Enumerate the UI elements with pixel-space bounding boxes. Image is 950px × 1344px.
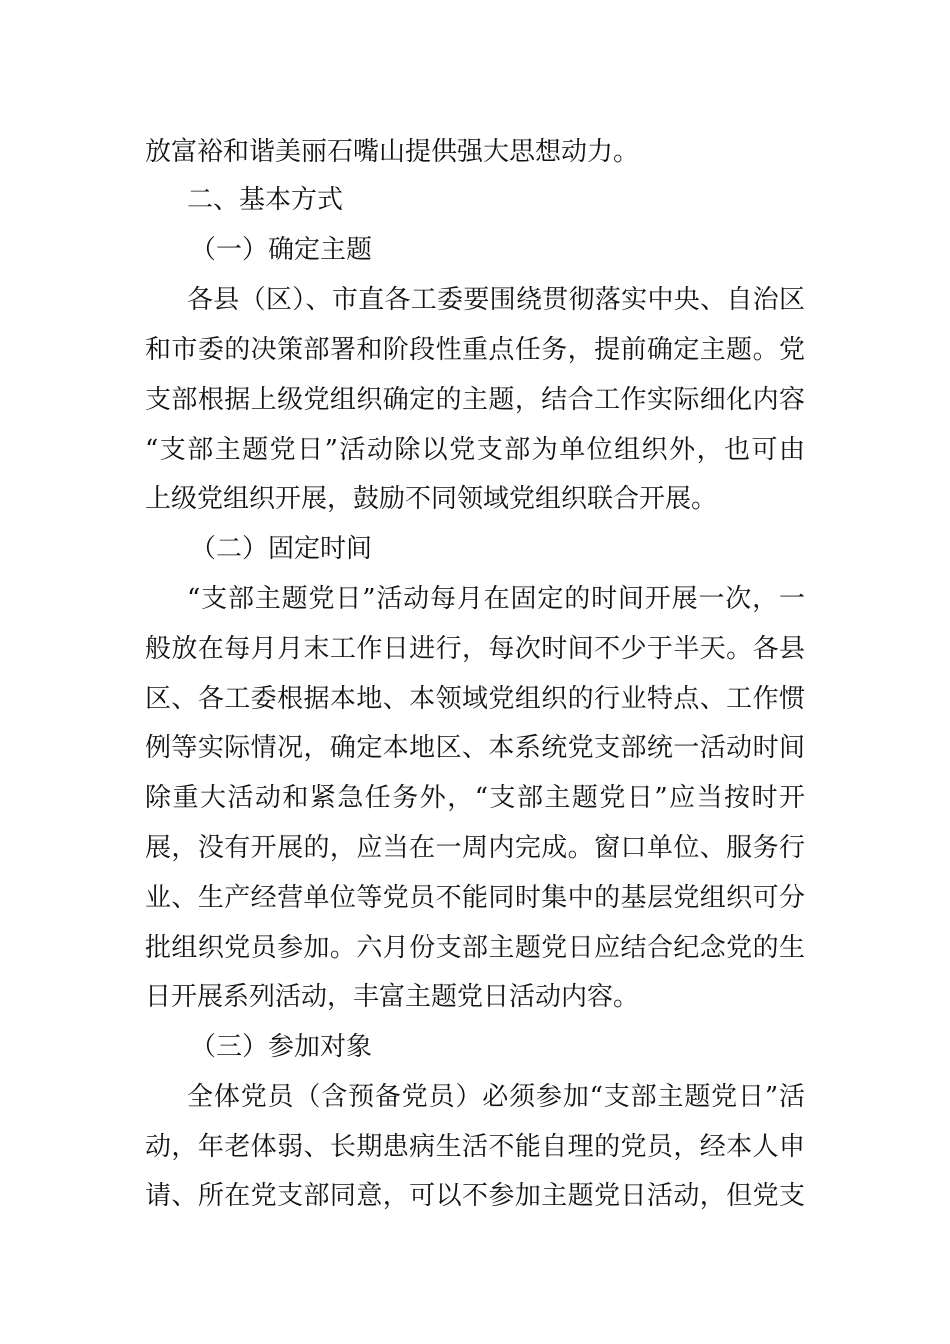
body-text-line: 各县（区）、市直各工委要围绕贯彻落实中央、自治区 [187, 285, 805, 315]
body-text-line: 全体党员（含预备党员）必须参加“支部主题党日”活 [187, 1082, 805, 1112]
body-text-line: 业、生产经营单位等党员不能同时集中的基层党组织可分 [145, 883, 805, 913]
body-text-line: “支部主题党日”活动除以党支部为单位组织外，也可由 [145, 435, 805, 465]
subsection-heading: （二）固定时间 [190, 534, 373, 564]
body-text-line: “支部主题党日”活动每月在固定的时间开展一次，一 [187, 584, 805, 614]
body-text-line: 区、各工委根据本地、本领域党组织的行业特点、工作惯 [145, 684, 805, 714]
body-text-line: 支部根据上级党组织确定的主题，结合工作实际细化内容 [145, 385, 805, 415]
section-heading: 二、基本方式 [187, 185, 344, 215]
body-text-line: 请、所在党支部同意，可以不参加主题党日活动，但党支 [145, 1181, 805, 1211]
body-text-line: 例等实际情况，确定本地区、本系统党支部统一活动时间 [145, 733, 805, 763]
body-text-line: 展，没有开展的，应当在一周内完成。窗口单位、服务行 [145, 833, 805, 863]
body-text-line: 和市委的决策部署和阶段性重点任务，提前确定主题。党 [145, 335, 805, 365]
body-text-line: 般放在每月月末工作日进行，每次时间不少于半天。各县 [145, 634, 805, 664]
body-text-line: 上级党组织开展，鼓励不同领域党组织联合开展。 [145, 484, 718, 514]
body-text-line: 放富裕和谐美丽石嘴山提供强大思想动力。 [145, 137, 640, 167]
body-text-line: 除重大活动和紧急任务外，“支部主题党日”应当按时开 [145, 783, 805, 813]
subsection-heading: （三）参加对象 [190, 1032, 373, 1062]
body-text-line: 日开展系列活动，丰富主题党日活动内容。 [145, 982, 640, 1012]
body-text-line: 批组织党员参加。六月份支部主题党日应结合纪念党的生 [145, 933, 805, 963]
subsection-heading: （一）确定主题 [190, 235, 373, 265]
body-text-line: 动，年老体弱、长期患病生活不能自理的党员，经本人申 [145, 1132, 805, 1162]
